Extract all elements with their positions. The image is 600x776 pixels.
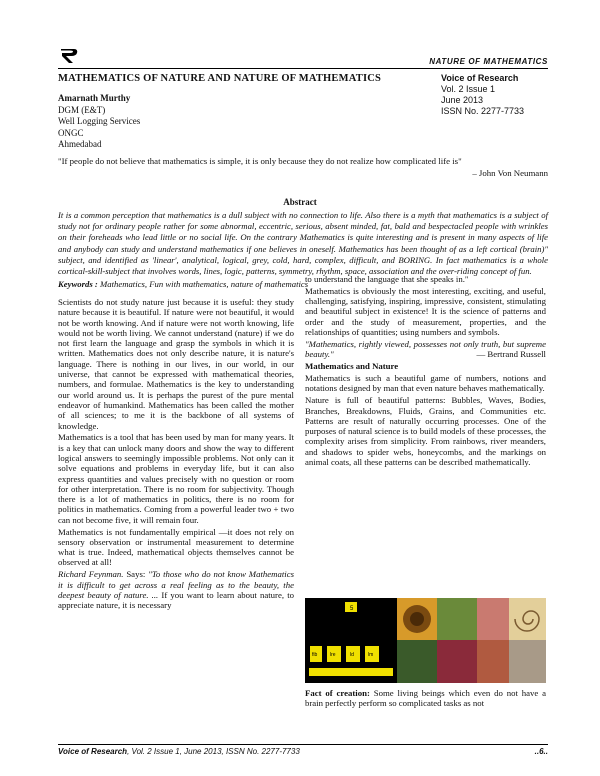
panel-label: ld — [350, 652, 354, 658]
epigraph-attribution: – John Von Neumann — [472, 167, 548, 178]
feynman-tail: If you want to learn about nature, to appreciate nature, it is necessary — [58, 589, 294, 611]
left-column — [58, 297, 294, 612]
paragraph: Mathematics is a tool that has been used by man for many years. It is a key that can unlock many doors and show the way to different logical answers to seemingly impossible problems. Not only can it solve equations and problems in everyday life, but it can also express quantities and values precisely with no question or room for other interpretation. There is no room for subjectivity. Though there is a lot of mathematics in politics, there is no room for politics in mathematics. Coming from a powerful leader two + two can not become five, it will remain four. — [58, 432, 294, 525]
page-number: ..6.. — [534, 747, 548, 756]
russell-attribution: — Bertrand Russell — [476, 349, 546, 360]
panel-label: lre — [330, 652, 336, 658]
journal-info — [441, 73, 524, 117]
running-title: NATURE OF MATHEMATICS — [429, 57, 548, 66]
page-number-value: 6 — [539, 747, 544, 756]
journal-volume: Vol. 2 Issue 1 — [441, 84, 496, 94]
flower-panel — [437, 640, 477, 683]
footer-journal: Voice of Research — [58, 747, 128, 756]
abstract-body: It is a common perception that mathematics is a dull subject with no connection to life. Also there is a myth that mathematics is a subject of study not for ordinary people rather for some abnormal, eccentric, serious, absent minded, fat, bald and bespectacled people with wrinkles on their foreheads who lead little or no social life. On the contrary Mathematics is quite interesting and is present in many aspects of life and anybody can study and understand mathematics if one believes in oneself. Mathematics has been thought of as a left cortical (brain)" subject, and identified as 'linear', analytical, logical, grey, cold, hard, complex, difficult, and BORING. In fact mathematics is a whole cortical-skill-subject that involves words, lines, logic, patterns, symmetry, rhythm, space, association and the over-riding concept of fun. — [58, 210, 548, 277]
paragraph: Nature is full of beautiful patterns: Bubbles, Waves, Bodies, Branches, Breakdowns, Fluids, Grains, and Communities etc. Patterns are result of naturally occurring processes. One of the purposes of natural science is to build models of these processes, the complexity arises from simplicity. From rainbows, river meanders, and shadows to spider webs, honeycombs, and the markings on animal coats, all these patterns can be described mathematically. — [305, 395, 546, 468]
feynman-lead: Richard Feynman. — [58, 569, 124, 580]
epigraph — [58, 156, 548, 179]
affiliation-line: Well Logging Services — [58, 116, 141, 127]
abstract-heading: Abstract — [283, 197, 317, 207]
feynman-says: Says: — [123, 569, 149, 580]
affiliation-line: Ahmedabad — [58, 139, 102, 150]
author-block — [58, 93, 140, 151]
paragraph: Mathematics is obviously the most interesting, exciting, and useful, challenging, satisfying, inspiring, impressive, consistent, stimulating and beautiful subject in existence! It is the science of patterns and order and the study of measurement, properties, and the relationships of quantities; using numbers and symbols. — [305, 285, 546, 337]
paragraph: Mathematics is such a beautiful game of numbers, notions and notations designed by man that even nature behaves mathematically. — [305, 373, 546, 394]
fib-square — [309, 668, 393, 676]
cactus-panel — [397, 640, 437, 683]
panel-label: lm — [368, 652, 374, 658]
russell-quote — [305, 339, 546, 360]
fact-label: Fact of creation: — [305, 688, 370, 698]
journal-issn: ISSN No. 2277-7733 — [441, 106, 525, 116]
epigraph-text: "If people do not believe that mathematics is simple, it is only because they do not realize how complicated life is" — [58, 156, 462, 166]
paragraph: to understand the language that she speaks in." — [305, 274, 469, 284]
keywords-text: Mathematics, Fun with mathematics, nature of mathematics — [97, 279, 309, 289]
footer — [58, 747, 548, 756]
sunflower-core — [410, 612, 424, 626]
fact-text: Some living beings which even do not have a brain perfectly perform so complicated tasks as not — [305, 688, 546, 709]
russell-quote-text: "Mathematics, rightly viewed, possesses not only truth, but supreme beauty." — [305, 338, 546, 360]
footer-citation: , Vol. 2 Issue 1, June 2013, ISSN No. 2277-7733 — [127, 747, 300, 756]
leaf-panel — [437, 598, 477, 640]
right-column — [305, 274, 546, 469]
panel-label: 5 — [350, 606, 354, 612]
journal-date: June 2013 — [441, 95, 484, 105]
nature-patterns-figure — [305, 598, 546, 683]
galaxy-panel — [509, 640, 546, 683]
shell-panel — [477, 598, 509, 640]
paragraph: Scientists do not study nature just because it is useful: they study nature because it is beautiful. If nature were not beautiful, it would not be worth knowing. And if nature were not worth knowing, life would not be worth living. We cannot understand (nature) if we do not first learn the language and grasp the symbols in which it is written. Mathematics does not only describe nature, it is nature's language. There is nothing in our lives, in our world, in our universe, that cannot be expressed with mathematical theories, numbers, and formulae. Mathematics is the key to understanding our world around us. It is perhaps the purest of the pure mental endeavor of humankind. Mathematics has been called the mother of all sciences; to me it is the backbone of all systems of knowledge. — [58, 297, 294, 431]
feynman-quote: "To those who do not know Mathematics it is difficult to get across a real feeling as to the beauty, the deepest beauty of nature. ... — [58, 569, 295, 600]
coral-panel — [477, 640, 509, 683]
keywords-label: Keywords : — [58, 279, 98, 289]
fact-paragraph — [305, 688, 546, 709]
feynman-paragraph — [58, 569, 294, 610]
keywords — [58, 279, 308, 289]
section-heading: Mathematics and Nature — [305, 360, 399, 371]
article-title: MATHEMATICS OF NATURE AND NATURE OF MATHEMATICS — [58, 73, 382, 84]
affiliation-line: ONGC — [58, 127, 84, 138]
author-name: Amarnath Murthy — [58, 93, 131, 103]
journal-logo-icon — [58, 46, 80, 66]
footer-rule — [58, 744, 548, 745]
affiliation-line: DGM (E&T) — [58, 104, 106, 115]
journal-name: Voice of Research — [441, 73, 519, 83]
header-rule — [58, 68, 548, 69]
paragraph: Mathematics is not fundamentally empirical —it does not rely on sensory observation or instrumental measurement to determine what is true. Indeed, mathematical objects themselves cannot be observed at all! — [58, 526, 294, 568]
panel-label: fib — [312, 652, 318, 658]
